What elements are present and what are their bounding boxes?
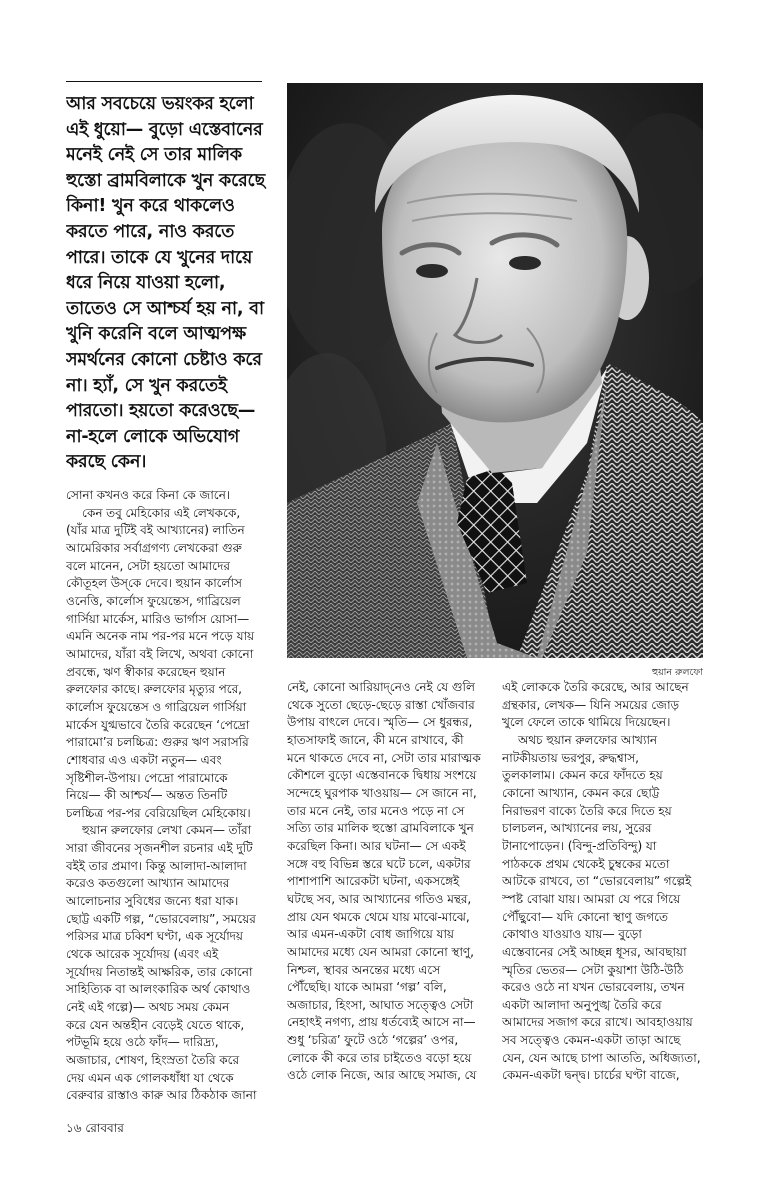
body-text-line: বইই তার প্রমাণ। কিন্তু আলাদা-আলাদা	[66, 858, 247, 873]
body-column-right	[502, 679, 722, 1085]
pull-quote-line: এই ধুয়ো— বুড়ো এস্তেবানের	[66, 119, 263, 140]
body-text-line: আমাদের, যাঁরা বই লিখে, অথবা কোনো	[66, 646, 254, 661]
body-text-line: সৃষ্টিশীল-উপায়। পেদ্রো পারামোকে	[66, 770, 228, 785]
body-text-line: আর এমন-একটা বোধ জাগিয়ে যায়	[287, 927, 454, 942]
pull-quote-line: আর সবচেয়ে ভয়ংকর হলো	[66, 94, 254, 114]
body-text-line: কৌশলে বুড়ো এস্তেবানকে দ্বিধায় সংশয়ে	[287, 768, 477, 783]
pull-quote-line: ধরে নিয়ে যাওয়া হলো,	[66, 273, 226, 294]
body-text-line: শুধু ‘চরিত্র’ ফুটে ওঠে ‘গল্পের’ ওপর,	[287, 1033, 459, 1048]
pull-quote-line: সমর্থনের কোনো চেষ্টাও করে	[66, 349, 262, 370]
body-text-line: পাঠককে প্রথম থেকেই চুম্বকের মতো	[502, 856, 670, 871]
body-text-line: দেয় এমন এক গোলকধাঁধা যা থেকে	[66, 1070, 234, 1085]
pull-quote-line: না। হ্যাঁ, সে খুন করতেই	[66, 375, 227, 396]
body-text-line: যেন, যেন আছে চাপা আততি, অধিজ্যতা,	[502, 1050, 701, 1065]
body-text-line: করেও ওঠে না যখন ভোরবেলায়, তখন	[502, 980, 685, 995]
body-text-line: সঙ্গে বহু বিভিন্ন স্তরে ঘটে চলে, একটার	[287, 856, 471, 871]
body-text-line: করেছিল কিনা। আর ঘটনা— সে একই	[287, 838, 466, 853]
body-text-line: সত্যি তার মালিক হুস্তো ব্রামবিলাকে খুন	[287, 821, 474, 836]
body-text-line: গার্সিয়া মার্কেস, মারিও ভার্গাস য়োসা—	[66, 611, 250, 626]
pull-quote	[66, 92, 276, 476]
body-text-line: পারামো’র চলচ্চিত্র: গুরুর ঋণ সরাসরি	[66, 735, 249, 750]
body-text-line: নিয়ে— কী আশ্চর্য— অন্তত তিনটি	[66, 788, 228, 803]
body-text-line: এস্তেবানের সেই আচ্ছন্ন ধূসর, আবছায়া	[502, 944, 687, 959]
pull-quote-line: করছে কেন।	[66, 452, 147, 473]
body-text-line: মার্কেস যুগ্মভাবে তৈরি করেছেন ‘পেদ্রো	[66, 717, 250, 732]
pull-quote-line: করতে পারে, নাও করতে	[66, 221, 235, 242]
body-text-line: কৌতূহল উস্‌কে দেবে। হুয়ান কার্লোস	[66, 576, 242, 591]
body-text-line: পরিসর মাত্র চব্বিশ ঘণ্টা, এক সূর্যোদয়	[66, 929, 243, 944]
body-text-line: অজাচার, হিংসা, আঘাত সত্ত্বেও সেটা	[287, 997, 474, 1012]
body-text-line: আমাদের মধ্যে যেন আমরা কোনো স্থাণু,	[287, 944, 474, 959]
body-text-line: ওঠে লোক নিজে, আর আছে সমাজ, যে	[287, 1068, 477, 1083]
body-text-line: আলোচনার সুবিধের জন্যে ধরা যাক।	[66, 894, 239, 909]
body-text-line: পটভূমি হয়ে ওঠে ফাঁদ— দারিদ্র্য,	[66, 1035, 219, 1050]
body-text-line: টানাপোড়েন। (বিন্দু-প্রতিবিন্দু) যা	[502, 838, 657, 853]
author-portrait-photo	[287, 83, 703, 658]
body-text-line: সন্দেহে ঘুরপাক খাওয়ায়— সে জানে না,	[287, 785, 477, 800]
body-text-line: আটকে রাখবে, তা “ভোরবেলায়” গল্পেই	[502, 874, 692, 889]
body-text-line: ঘটছে সব, আর আখ্যানের গতিও মন্থর,	[287, 891, 472, 906]
body-text-line: লোকে কী করে তার চাইতেও বড়ো হয়ে	[287, 1050, 472, 1065]
body-text-line: স্পষ্ট বোঝা যায়। আমরা যে পরে গিয়ে	[502, 891, 681, 906]
body-text-line: সব সত্ত্বেও কেমন-একটা তাড়া আছে	[502, 1033, 681, 1048]
body-text-line: বলে মানেন, সেটা হয়তো আমাদের	[66, 558, 230, 573]
header-rule	[66, 81, 262, 82]
body-text-line: এই লোককে তৈরি করেছে, আর আছেন	[502, 680, 689, 694]
body-text-line: একটা আলাদা অনুপুঙ্খ তৈরি করে	[502, 997, 662, 1012]
body-text-line: আমাদের সজাগ করে রাখে। আবহাওয়ায়	[502, 1015, 693, 1030]
body-text-line: প্রবন্ধে, ঋণ স্বীকার করেছেন হুয়ান	[66, 664, 226, 679]
pull-quote-line: হুস্তো ব্রামবিলাকে খুন করেছে	[66, 170, 265, 191]
body-text-line: পাশাপাশি আরেকটা ঘটনা, একসঙ্গেই	[287, 874, 460, 889]
photo-caption: হুয়ান রুলফো	[652, 667, 703, 678]
body-text-line: সূর্যোদয় নিতান্তই আক্ষরিক, তার কোনো	[66, 964, 253, 979]
body-text-line: চালচলন, আখ্যানের লয়, সুরের	[502, 821, 652, 836]
pull-quote-line: পারতো। হয়তো করেওছে—	[66, 401, 256, 422]
body-text-line: কোথাও যাওয়াও যায়— বুড়ো	[502, 927, 642, 942]
body-text-line: অথচ হুয়ান রুলফোর আখ্যান	[518, 732, 658, 747]
body-text-line: কেন তবু মেহিকোর এই লেখককে,	[82, 505, 241, 520]
body-text-line: থেকে আরেক সূর্যোদয় (এবং এই	[66, 947, 219, 962]
body-text-line: খুলে ফেলে তাকে থামিয়ে দিয়েছেন।	[502, 715, 671, 730]
portrait-image	[287, 83, 703, 658]
body-text-line: পৌঁছেছি। যাকে আমরা ‘গল্প’ বলি,	[287, 980, 447, 995]
body-text-line: পৌঁছুবো— যদি কোনো স্থাণু জগতে	[502, 909, 668, 924]
body-text-line: নাটকীয়তায় ভরপুর, রুদ্ধশ্বাস,	[502, 750, 639, 765]
body-text-line: নিশ্চল, স্থাবর অনন্তের মধ্যে এসে	[287, 962, 441, 977]
body-text-line: এমনি অনেক নাম পর-পর মনে পড়ে যায়	[66, 629, 255, 644]
body-text-line: উপায় বাৎলে দেবে। স্মৃতি— সে ধুরন্ধর,	[287, 715, 473, 730]
body-text-line: কোনো আখ্যান, কেমন করে ছোট্ট	[502, 785, 660, 800]
body-text-line: নেহাৎই নগণ্য, প্রায় ধর্তব্যেই আসে না—	[287, 1015, 476, 1030]
body-text-line: সারা জীবনের সৃজনশীল রচনার এই দুটি	[66, 841, 253, 856]
body-text-line: স্মৃতির ভেতর— সেটা কুয়াশা উঠি-উঠি	[502, 962, 684, 977]
body-text-line: করে যেন অন্তহীন বেড়েই যেতে থাকে,	[66, 1017, 245, 1032]
body-text-line: তুলকালাম। কেমন করে ফাঁদতে হয়	[502, 768, 663, 783]
body-text-line: কেমন-একটা দ্বন্দ্ব। চার্চের ঘণ্টা বাজে,	[502, 1068, 680, 1083]
body-text-line: অজাচার, শোষণ, হিংস্রতা তৈরি করে	[66, 1053, 240, 1067]
body-text-line: তার মনে নেই, তার মনেও পড়ে না সে	[287, 803, 465, 818]
body-text-line: হাতসাফাই জানে, কী মনে রাখাবে, কী	[287, 732, 464, 747]
body-text-line: নিরাভরণ বাক্যে তৈরি করে দিতে হয়	[502, 803, 672, 818]
body-text-line: মনে থাকতে দেবে না, সেটা তার মারাত্মক	[287, 750, 481, 765]
body-text-line: রুলফোর কাছে। রুলফোর মৃত্যুর পরে,	[66, 682, 242, 697]
body-text-line: চলচ্চিত্র পর-পর বেরিয়েছিল মেহিকোয়।	[66, 805, 251, 820]
body-text-line: শোধবার এও একটা নতুন— এবং	[66, 752, 222, 767]
pull-quote-line: মনেই নেই সে তার মালিক	[66, 145, 242, 166]
body-text-line: নেই এই গল্পে)— অথচ সময় কেমন	[66, 1000, 230, 1015]
body-text-line: প্রায় যেন থমকে থেমে যায় মাঝে-মাঝে,	[287, 909, 470, 924]
body-text-line: সাহিত্যিক বা আলংকারিক অর্থ কোথাও	[66, 982, 251, 997]
body-text-line: করেও কতগুলো আখ্যান আমাদের	[66, 876, 230, 891]
body-column-left	[66, 487, 278, 1105]
body-text-line: হুয়ান রুলফোর লেখা কেমন— তাঁরা	[82, 823, 252, 838]
pull-quote-line: পারে। তাকে যে খুনের দায়ে	[66, 247, 253, 268]
body-text-line: (যাঁর মাত্র দুটিই বই আখ্যানের) লাতিন	[66, 523, 245, 538]
pull-quote-line: কিনা! খুন করে থাকলেও	[66, 196, 235, 217]
body-text-line: ওনেত্তি, কার্লোস ফুয়েন্তেস, গাব্রিয়েল	[66, 593, 241, 608]
body-text-line: থেকে সুতো ছেড়ে-ছেড়ে রাস্তা খোঁজবার	[287, 697, 475, 712]
pull-quote-line: তাতেও সে আশ্চর্য হয় না, বা	[66, 298, 264, 319]
body-text-line: গ্রন্থকার, লেখক— যিনি সময়ের জোড়	[502, 697, 680, 712]
body-text-line: সোনা কখনও করে কিনা কে জানে।	[66, 488, 231, 502]
body-text-line: ছোট্ট একটি গল্প, “ভোরবেলায়”, সময়ের	[66, 911, 256, 926]
pull-quote-line: না-হলে লোকে অভিযোগ	[66, 426, 240, 447]
page-number-footer: ১৬ রোববার	[66, 1121, 124, 1135]
body-text-line: নেই, কোনো আরিয়াদ্‌নেও নেই যে গুলি	[287, 680, 475, 694]
body-text-line: বেরুবার রাস্তাও কারু আর ঠিকঠাক জানা	[66, 1088, 257, 1103]
body-text-line: কার্লোস ফুয়েন্তেস ও গাব্রিয়েল গার্সিয়া	[66, 699, 247, 714]
body-column-middle	[287, 679, 499, 1085]
body-text-line: আমেরিকার সর্বাগ্রগণ্য লেখকেরা গুরু	[66, 540, 242, 555]
pull-quote-line: খুনি করেনি বলে আত্মপক্ষ	[66, 324, 246, 345]
